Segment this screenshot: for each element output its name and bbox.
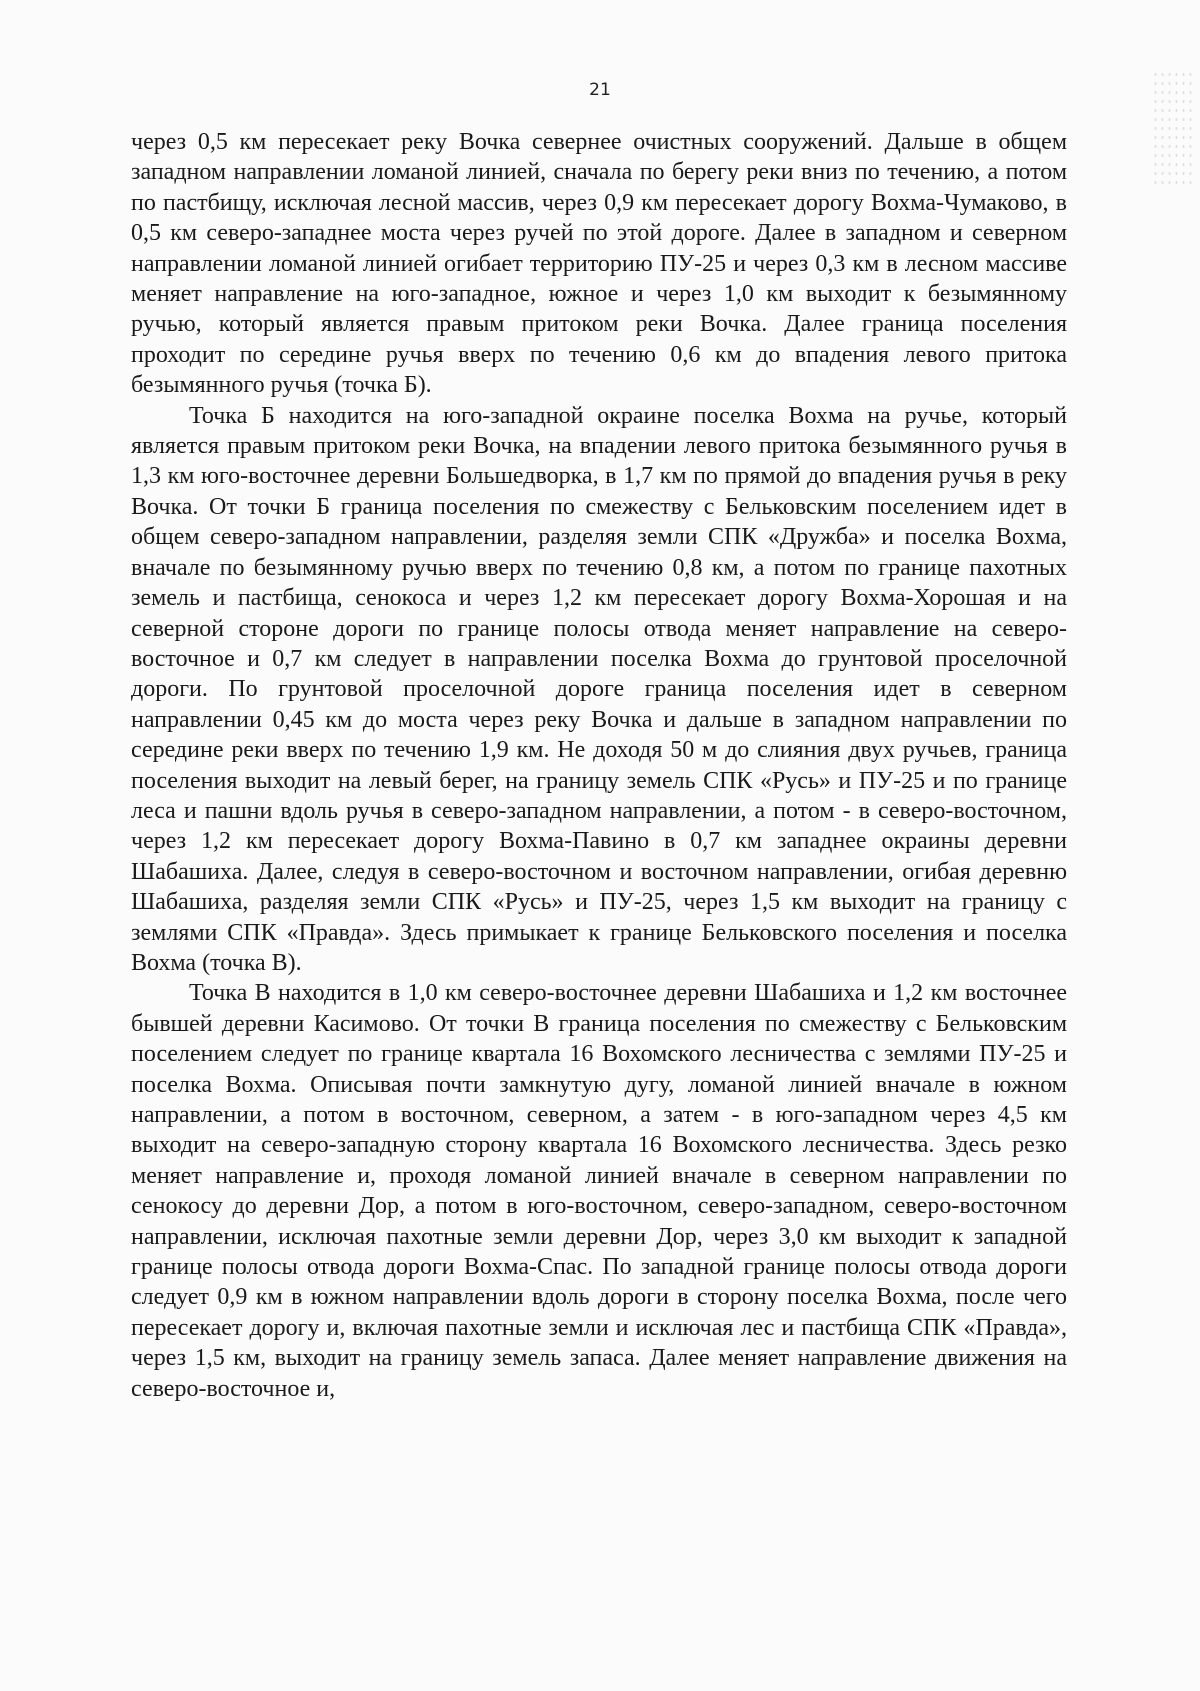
paragraph-continuation: через 0,5 км пересекает реку Вочка севернее очистных сооружений. Дальше в общем западном направлении ломаной линией, сначала по берегу реки вниз по течению, а потом по пастбищу, исключая лесной массив, через 0,9 км пересекает дорогу Вохма-Чумаково, в 0,5 км северо-западнее моста через ручей по этой дороге. Далее в западном и северном направлении ломаной линией огибает территорию ПУ-25 и через 0,3 км в лесном массиве меняет направление на юго-западное, южное и через 1,0 км выходит к безымянному ручью, который является правым притоком реки Вочка. Далее граница поселения проходит по середине ручья вверх по течению 0,6 км до впадения левого притока безымянного ручья (точка Б).: [131, 129, 1067, 399]
document-body: [131, 127, 1067, 1404]
page-number: 21: [589, 80, 611, 100]
paragraph-point-b: Точка Б находится на юго-западной окраине поселка Вохма на ручье, который является правым притоком реки Вочка, на впадении левого притока безымянного ручья в 1,3 км юго-восточнее деревни Большедворка, в 1,7 км по прямой до впадения ручья в реку Вочка. От точки Б граница поселения по смежеству с Бельковским поселением идет в общем северо-западном направлении, разделяя земли СПК «Дружба» и поселка Вохма, вначале по безымянному ручью вверх по течению 0,8 км, а потом по границе пахотных земель и пастбища, сенокоса и через 1,2 км пересекает дорогу Вохма-Хорошая и на северной стороне дороги по границе полосы отвода меняет направление на северо-восточное и 0,7 км следует в направлении поселка Вохма до грунтовой проселочной дороги. По грунтовой проселочной дороге граница поселения идет в северном направлении 0,45 км до моста через реку Вочка и дальше в западном направлении по середине реки вверх по течению 1,9 км. Не доходя 50 м до слияния двух ручьев, граница поселения выходит на левый берег, на границу земель СПК «Русь» и ПУ-25 и по границе леса и пашни вдоль ручья в северо-западном направлении, а потом - в северо-восточном, через 1,2 км пересекает дорогу Вохма-Павино в 0,7 км западнее окраины деревни Шабашиха. Далее, следуя в северо-восточном и восточном направлении, огибая деревню Шабашиха, разделяя земли СПК «Русь» и ПУ-25, через 1,5 км выходит на границу с землями СПК «Правда». Здесь примыкает к границе Бельковского поселения и поселка Вохма (точка В).: [131, 402, 1067, 976]
paragraph-point-v: Точка В находится в 1,0 км северо-восточнее деревни Шабашиха и 1,2 км восточнее бывшей деревни Касимово. От точки В граница поселения по смежеству с Бельковским поселением следует по границе квартала 16 Вохомского лесничества с землями ПУ-25 и поселка Вохма. Описывая почти замкнутую дугу, ломаной линией вначале в южном направлении, а потом в восточном, северном, а затем - в юго-западном через 4,5 км выходит на северо-западную сторону квартала 16 Вохомского лесничества. Здесь резко меняет направление и, проходя ломаной линией вначале в северном направлении по сенокосу до деревни Дор, а потом в юго-восточном, северо-западном, северо-восточном направлении, исключая пахотные земли деревни Дор, через 3,0 км выходит к западной границе полосы отвода дороги Вохма-Спас. По западной границе полосы отвода дороги следует 0,9 км в южном направлении вдоль дороги в сторону поселка Вохма, после чего пересекает дорогу и, включая пахотные земли и исключая лес и пастбища СПК «Правда», через 1,5 км, выходит на границу земель запаса. Далее меняет направление движения на северо-восточное и,: [131, 980, 1067, 1402]
